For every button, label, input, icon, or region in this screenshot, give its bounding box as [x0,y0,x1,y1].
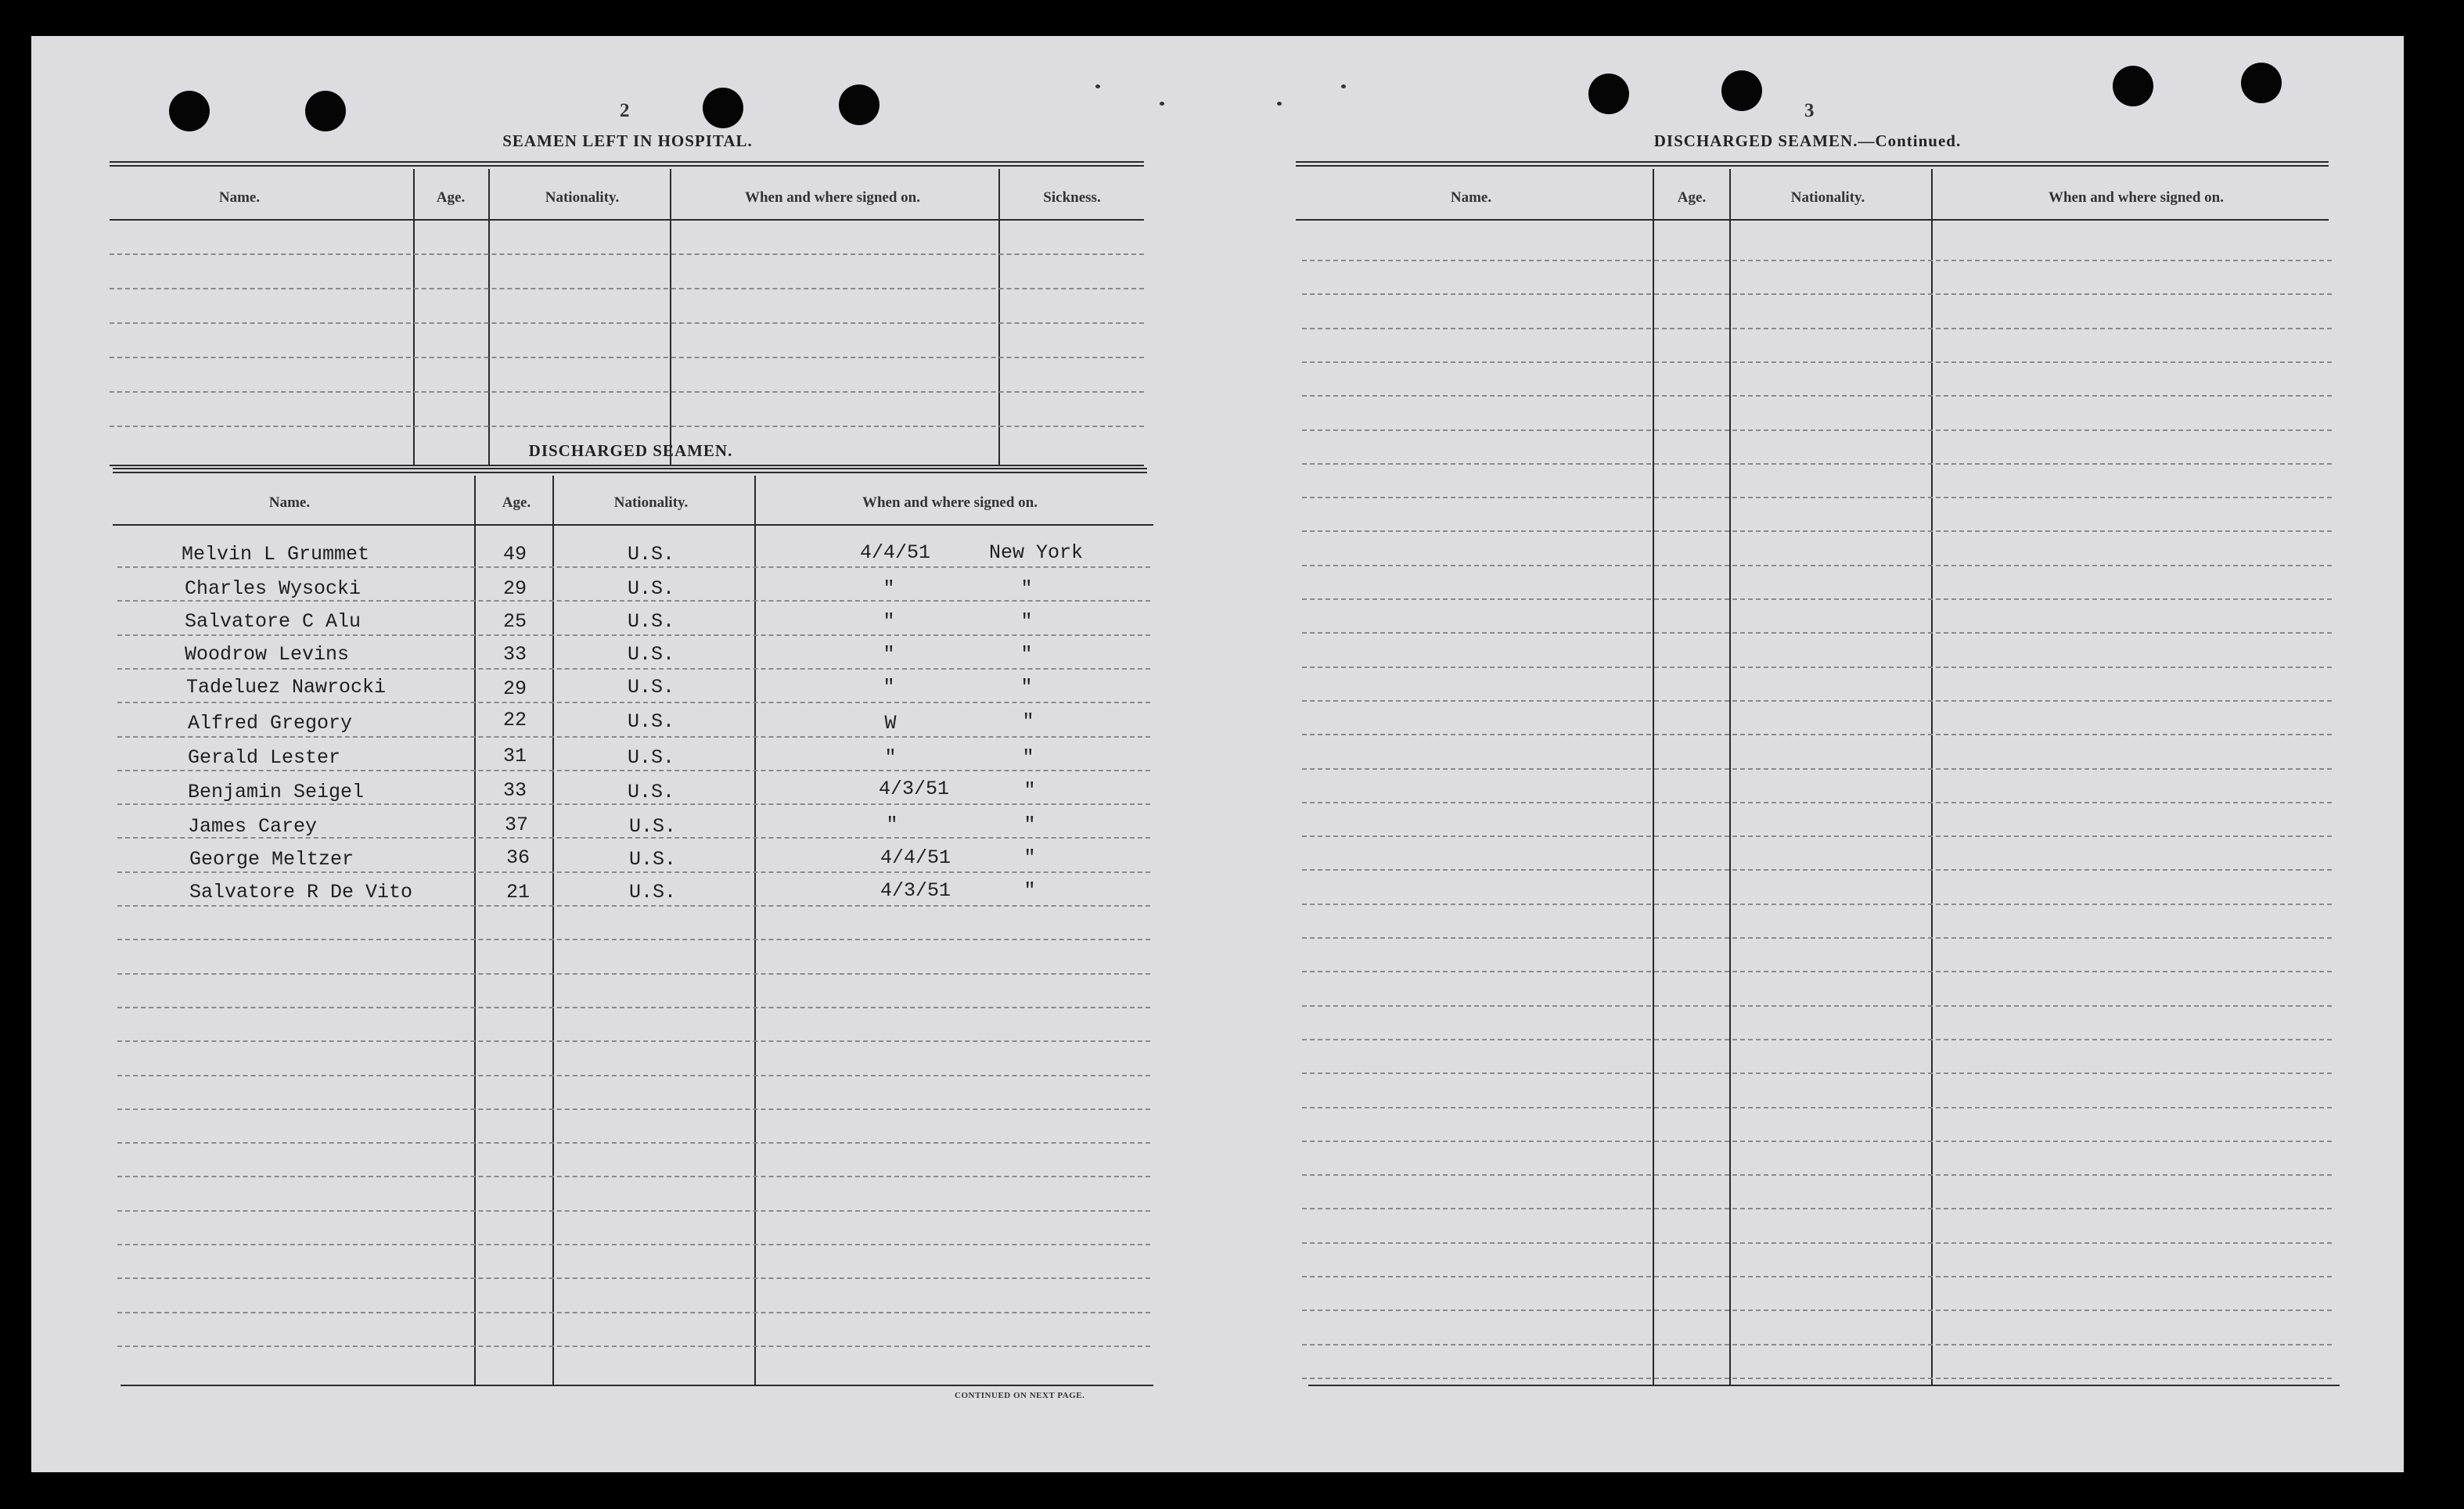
row-rule [1302,666,2332,668]
seaman-signed-place: " [1023,846,1036,869]
row-rule [117,668,1150,670]
row-rule [117,939,1150,940]
continued-section-title: DISCHARGED SEAMEN.—Continued. [1653,131,1962,150]
discharged-table [113,476,1153,1430]
seaman-name: Charles Wysocki [185,577,362,600]
continued-bottom-rule [1308,1385,2340,1386]
row-rule [117,634,1150,636]
row-rule [1302,768,2332,770]
seaman-age: 31 [502,745,527,767]
hospital-col-signed-on: When and where signed on. [744,189,921,206]
row-rule [1302,328,2332,329]
row-rule [117,1244,1150,1245]
row-rule [1302,971,2332,972]
row-rule [1302,565,2332,566]
hospital-row-rule [110,357,1144,358]
row-rule [117,600,1150,602]
seaman-signed-date: W [884,712,897,735]
discharged-section-title: DISCHARGED SEAMEN. [528,441,733,460]
hospital-col-divider [413,169,415,465]
row-rule [117,770,1150,771]
row-rule [1302,260,2332,261]
hospital-bottom-rule [110,465,1144,466]
seaman-age: 29 [502,577,527,600]
seaman-name: Gerald Lester [188,746,341,769]
continued-col-age: Age. [1677,189,1707,206]
row-rule [117,702,1150,703]
continued-col-name: Name. [1450,189,1492,206]
seaman-nationality: U.S. [627,746,675,769]
seaman-signed-date: " [886,814,898,836]
seaman-signed-place: " [1020,610,1033,633]
hospital-col-name: Name. [218,189,261,206]
row-rule [1302,1141,2332,1142]
seaman-name: Benjamin Seigel [188,781,365,803]
ink-speck [1277,102,1282,106]
row-rule [1302,395,2332,397]
seaman-age: 21 [505,881,531,904]
row-rule [1302,429,2332,431]
punch-hole [839,84,879,125]
row-rule [1302,1208,2332,1209]
seaman-nationality: U.S. [627,577,675,600]
row-rule [117,1108,1150,1110]
hospital-col-divider [670,169,671,465]
row-rule [1302,1344,2332,1346]
seaman-name: George Meltzer [189,848,354,871]
seaman-signed-place: " [1022,746,1034,769]
ink-speck [1095,84,1100,88]
seaman-signed-date: " [884,746,897,769]
punch-hole [1721,70,1762,111]
row-rule [1302,1276,2332,1277]
seaman-signed-place: " [1022,710,1034,733]
seaman-nationality: U.S. [627,543,675,566]
seaman-signed-date: " [883,676,895,699]
seaman-signed-date: 4/3/51 [878,778,950,800]
row-rule [117,736,1150,738]
row-rule [117,1210,1150,1212]
seaman-nationality: U.S. [628,815,677,838]
row-rule [1302,937,2332,939]
row-rule [117,1312,1150,1313]
hospital-col-age: Age. [436,189,466,206]
seaman-name: Salvatore C Alu [185,610,362,633]
hospital-row-rule [110,322,1144,324]
punch-hole [305,91,346,131]
discharged-col-signed-on: When and where signed on. [862,494,1038,511]
discharged-col-divider [474,476,476,1385]
row-rule [1302,1072,2332,1074]
continued-table [1296,169,2341,1436]
seaman-name: Melvin L Grummet [182,543,370,566]
row-rule [1302,598,2332,600]
continued-col-divider [1931,169,1933,1385]
row-rule [1302,1107,2332,1108]
hospital-row-rule [110,288,1144,289]
row-rule [1302,293,2332,295]
seaman-signed-place: New York [988,541,1084,564]
punch-hole [1588,74,1629,114]
continued-col-nationality: Nationality. [1790,189,1865,206]
seaman-age: 33 [502,779,527,802]
seaman-signed-place: " [1023,814,1036,836]
hospital-col-divider [488,169,490,465]
discharged-col-age: Age. [502,494,531,511]
seaman-nationality: U.S. [627,676,675,699]
seaman-age: 33 [502,643,527,666]
seaman-name: James Carey [188,815,318,838]
seaman-signed-place: " [1020,676,1033,699]
discharged-col-nationality: Nationality. [613,494,689,511]
ink-speck [1341,84,1346,88]
discharged-header-rule [113,524,1153,526]
row-rule [1302,904,2332,905]
continued-top-rule [1296,161,2329,167]
seaman-nationality: U.S. [628,848,677,871]
seaman-signed-place: " [1020,643,1033,666]
seaman-age: 49 [502,543,527,566]
seaman-age: 29 [502,677,527,700]
continued-header-rule [1296,219,2329,221]
punch-hole [2113,66,2153,106]
row-rule [1302,1242,2332,1244]
seaman-signed-place: " [1020,577,1033,600]
seaman-signed-place: " [1023,779,1036,802]
seaman-signed-date: " [883,610,895,633]
punch-hole [703,88,743,128]
row-rule [117,1007,1150,1008]
seaman-signed-date: 4/3/51 [879,879,951,902]
seaman-nationality: U.S. [627,643,675,666]
row-rule [1302,1378,2332,1379]
page-number-right: 3 [1804,100,1815,121]
row-rule [117,566,1150,568]
row-rule [117,1040,1150,1042]
hospital-top-rule [110,161,1144,167]
row-rule [117,1075,1150,1076]
seaman-age: 36 [505,846,531,869]
row-rule [1302,361,2332,363]
hospital-col-divider [998,169,1000,465]
row-rule [1302,1005,2332,1007]
row-rule [1302,632,2332,634]
seaman-nationality: U.S. [627,710,675,733]
row-rule [1302,1174,2332,1176]
seaman-age: 37 [504,814,529,836]
hospital-header-rule [110,219,1144,221]
discharged-top-rule [113,468,1147,473]
row-rule [1302,530,2332,532]
row-rule [1302,700,2332,702]
hospital-row-rule [110,253,1144,255]
seaman-age: 22 [502,709,527,731]
continued-col-divider [1653,169,1654,1385]
row-rule [117,1346,1150,1347]
hospital-row-rule [110,391,1144,393]
row-rule [1302,1039,2332,1040]
row-rule [1302,463,2332,465]
row-rule [117,905,1150,907]
row-rule [117,1277,1150,1279]
seaman-signed-date: " [883,643,895,666]
row-rule [1302,734,2332,735]
seaman-signed-date: 4/4/51 [879,846,951,869]
discharged-col-name: Name. [268,494,311,511]
hospital-row-rule [110,426,1144,427]
row-rule [117,1142,1150,1144]
row-rule [1302,1310,2332,1311]
seaman-signed-date: 4/4/51 [859,541,931,564]
row-rule [117,1176,1150,1177]
row-rule [1302,497,2332,498]
hospital-col-sickness: Sickness. [1043,189,1101,206]
seaman-nationality: U.S. [627,781,675,803]
ink-speck [1160,102,1164,106]
row-rule [1302,802,2332,803]
document-paper [31,36,2404,1472]
punch-hole [169,91,210,131]
row-rule [117,973,1150,975]
row-rule [1302,869,2332,871]
seaman-signed-place: " [1023,879,1036,902]
seaman-name: Woodrow Levins [185,643,350,666]
punch-hole [2241,63,2282,103]
seaman-nationality: U.S. [627,610,675,633]
continued-footer: CONTINUED ON NEXT PAGE. [955,1391,1085,1400]
seaman-name: Tadeluez Nawrocki [186,676,387,699]
seaman-name: Salvatore R De Vito [189,881,413,904]
seaman-age: 25 [502,610,527,633]
continued-col-divider [1729,169,1731,1385]
hospital-table [110,169,1144,474]
row-rule [117,871,1150,873]
seaman-signed-date: " [883,577,895,600]
seaman-name: Alfred Gregory [188,712,353,735]
seaman-nationality: U.S. [628,881,677,904]
hospital-section-title: SEAMEN LEFT IN HOSPITAL. [502,131,753,150]
continued-col-signed-on: When and where signed on. [2048,189,2225,206]
page-number-left: 2 [620,100,630,121]
row-rule [1302,835,2332,837]
discharged-col-divider [754,476,756,1385]
hospital-col-nationality: Nationality. [545,189,620,206]
discharged-bottom-rule [121,1385,1153,1386]
discharged-col-divider [552,476,554,1385]
row-rule [117,803,1150,805]
